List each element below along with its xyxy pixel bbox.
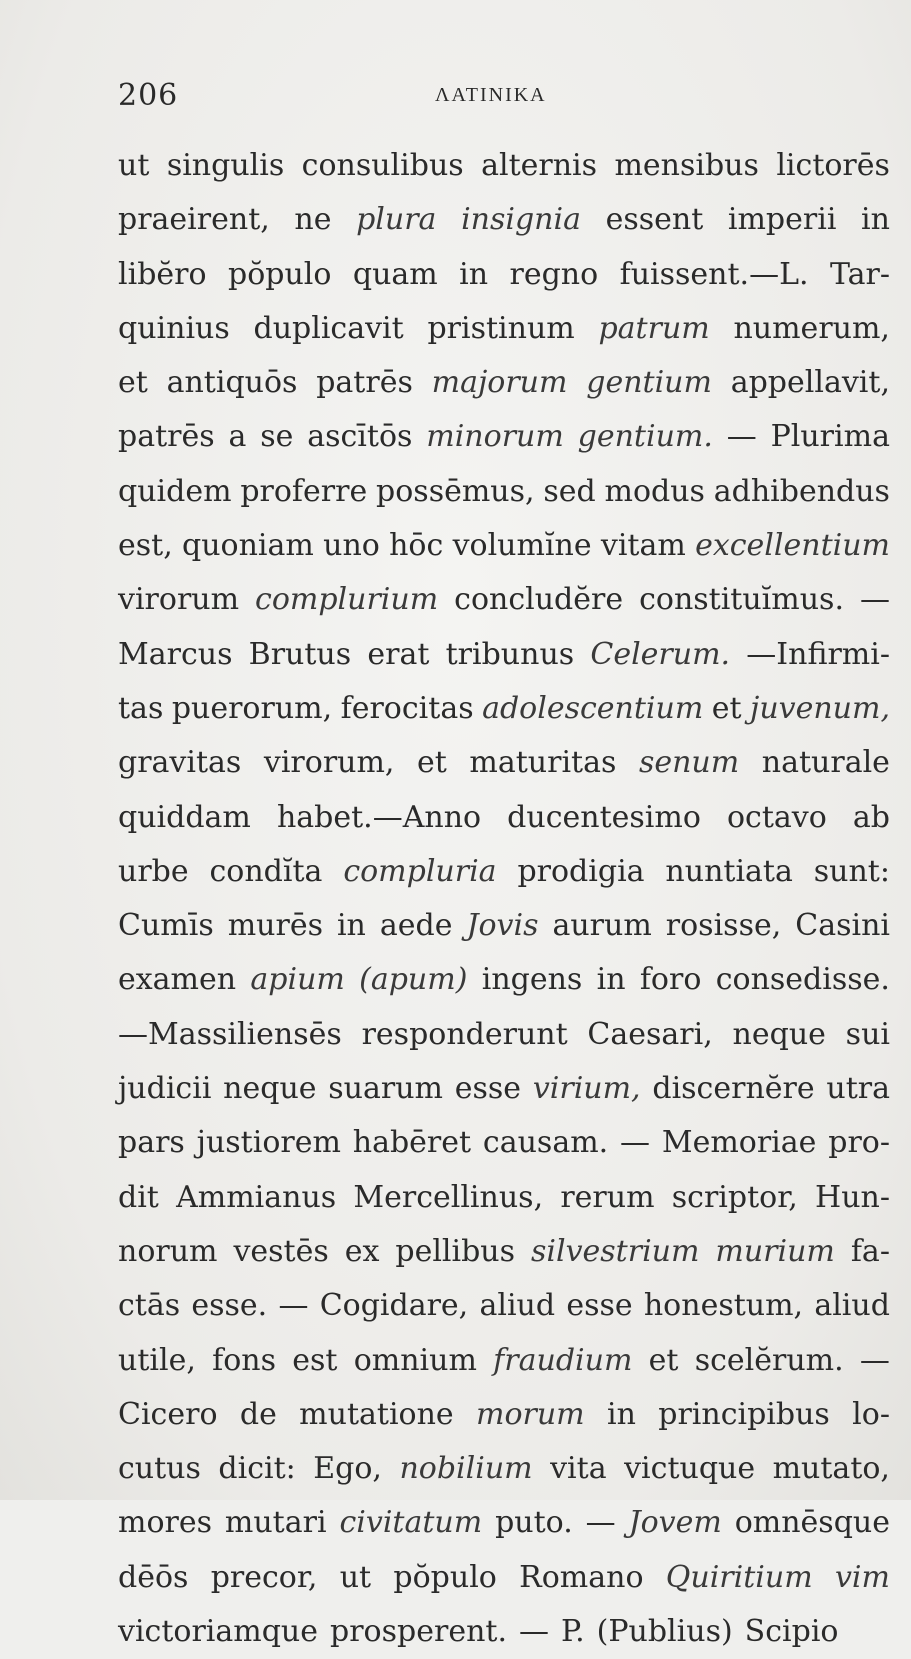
word: — [859,1342,890,1378]
word: ut [118,148,150,183]
word: Scipio [744,1614,839,1650]
word: patrēs [118,419,215,455]
word: virorum [118,582,240,618]
text-line [118,1388,890,1442]
italic-word: excellentium [695,528,890,564]
text-line [118,1605,890,1659]
word: Cogidare, [319,1288,469,1324]
word: naturale [761,745,890,781]
word: aliud [814,1288,890,1324]
word: in [596,962,626,998]
word: mensibus [614,148,759,183]
word: responderunt [361,1016,568,1052]
word: est [292,1342,338,1378]
word: appellavit, [730,365,890,401]
word: victuque [624,1451,756,1487]
word: praeirent, [118,202,270,238]
word: consulibus [301,148,464,183]
word: uno [323,528,380,564]
text-line [118,465,890,519]
text-line [118,302,890,356]
word: rerum [560,1179,655,1215]
word: norum [118,1233,218,1269]
italic-word: apium [250,962,345,998]
italic-word: patrum [598,310,710,346]
italic-word: minorum [426,419,564,455]
word: — [518,1614,549,1650]
word: Cumīs [118,908,214,944]
word: quiddam [118,799,251,835]
word: nuntiata [665,853,793,889]
italic-word: complurium [255,582,439,618]
word: lo- [852,1396,890,1432]
word: aurum [552,908,652,944]
word: constituĭmus. [639,582,844,618]
text-line [118,845,890,899]
word: fuissent.—L. [619,256,809,292]
word: in [459,256,489,292]
word: mutato, [772,1451,890,1487]
word: ducentesimo [507,799,701,835]
word: esse [566,1288,633,1324]
word: pro- [828,1125,890,1161]
italic-word: murium [715,1233,835,1269]
italic-word: Jovis [466,908,539,944]
word: neque [732,1016,826,1052]
word: est, [118,528,173,564]
word: habēret [352,1125,472,1161]
italic-word: Celerum. [590,636,731,672]
word: prodigia [517,853,645,889]
word: numerum, [733,310,890,346]
word: examen [118,962,237,998]
italic-word: civitatum [339,1505,483,1541]
text-line [118,519,890,573]
word: pars [118,1125,185,1161]
word: Casini [795,908,890,944]
word: lictorēs [776,148,890,183]
word: aliud [479,1288,556,1324]
word: prosperent. [330,1614,507,1650]
word: puto. [495,1505,573,1541]
word: puerorum, [171,690,333,726]
word: de [239,1396,277,1432]
word: omnēsque [734,1505,890,1541]
word: tribunus [445,636,575,672]
text-line [118,193,890,247]
word: quam [352,256,438,292]
word: ascītōs [307,419,413,455]
word: vita [550,1451,607,1487]
text-line [118,1116,890,1170]
text-line [118,1008,890,1062]
word: se [260,419,294,455]
word: cutus [118,1451,201,1487]
word: Marcus [118,636,233,672]
word: honestum, [643,1288,804,1324]
word: judicii [118,1071,212,1107]
word: mores [118,1505,212,1541]
italic-word: nobilium [399,1451,533,1487]
word: foro [639,962,702,998]
word: scelĕrum. [694,1342,844,1378]
text-line [118,573,890,627]
word: hōc [389,528,444,564]
word: modus [604,473,705,509]
word: concludĕre [454,582,624,618]
word: victoriamque [118,1614,319,1650]
word: erat [367,636,430,672]
word: quoniam [182,528,314,564]
word: vestēs [233,1233,329,1269]
italic-word: adolescentium [482,690,704,726]
text-line [118,1442,890,1496]
word: pŏpulo [227,256,332,292]
word: P. [560,1614,585,1650]
word: consedisse. [715,962,890,998]
italic-word: silvestrium [530,1233,700,1269]
word: patrēs [316,365,413,401]
word: suarum [328,1071,443,1107]
word: —Infirmi- [746,636,890,672]
word: dit [118,1179,159,1215]
word: scriptor, [671,1179,798,1215]
word: utra [826,1071,890,1107]
word: singulis [166,148,285,183]
word: pŏpulo [393,1559,497,1595]
word: pellibus [395,1233,516,1269]
italic-word: Jovem [628,1505,722,1541]
word: in [606,1396,636,1432]
word: rosisse, [665,908,782,944]
text-line [118,248,890,302]
word: a [228,419,247,455]
word: Memoriae [661,1125,817,1161]
italic-word: plura [356,202,437,238]
word: — [620,1125,651,1161]
word: volumĭne [452,528,592,564]
word: precor, [210,1559,318,1595]
word: Brutus [248,636,352,672]
word: et [417,745,447,781]
word: principibus [658,1396,830,1432]
word: quinius [118,310,230,346]
word: sunt: [813,853,890,889]
word: possēmus, [376,473,535,509]
word: vitam [600,528,686,564]
word: duplicavit [253,310,404,346]
word: dicit: [218,1451,296,1487]
word: Mercellinus, [353,1179,544,1215]
word: causam. [482,1125,609,1161]
italic-word: gentium [586,365,712,401]
italic-word: compluria [343,853,497,889]
text-line [118,1171,890,1225]
text-line [118,953,890,1007]
word: omnium [353,1342,477,1378]
word: neque [223,1071,317,1107]
word: ex [344,1233,380,1269]
word: urbe [118,853,189,889]
word: Ego, [313,1451,382,1487]
word: pristinum [427,310,575,346]
word: et [648,1342,679,1378]
body-text [118,139,890,1659]
word: imperii [727,202,837,238]
text-line [118,736,890,790]
word: (Publius) [596,1614,733,1650]
word: utile, [118,1342,196,1378]
word: Hun- [815,1179,890,1215]
word: ingens [481,962,583,998]
word: et [711,690,742,726]
italic-word: virium, [532,1071,641,1107]
word: proferre [240,473,368,509]
word: habet.—Anno [276,799,482,835]
word: — [278,1288,309,1324]
word: aede [379,908,453,944]
word: — [726,419,757,455]
italic-word: insignia [461,202,581,238]
italic-word: vim [834,1559,890,1595]
italic-word: morum [476,1396,585,1432]
word: justiorem [196,1125,341,1161]
word: antiquōs [166,365,298,401]
word: Tar- [829,256,890,292]
word: virorum, [263,745,395,781]
word: Cicero [118,1396,218,1432]
word: in [336,908,366,944]
word: in [861,202,890,238]
text-line [118,1551,890,1605]
italic-word: (apum) [359,962,468,998]
text-line [118,628,890,682]
word: — [859,582,890,618]
page-header-title: ΛΑΤΙΝΙΚΑ [435,84,547,106]
word: fa- [850,1233,890,1269]
word: Caesari, [587,1016,713,1052]
running-head [118,78,898,118]
text-line [118,139,890,193]
text-line [118,1496,890,1550]
word: dēōs [118,1559,189,1595]
text-line [118,410,890,464]
text-line [118,1334,890,1388]
word: sui [845,1016,890,1052]
text-line [118,791,890,845]
word: regno [509,256,599,292]
word: tas [118,690,164,726]
word: quidem [118,473,232,509]
italic-word: fraudium [493,1342,633,1378]
word: esse. [191,1288,268,1324]
word: mutari [224,1505,327,1541]
word: — [585,1505,616,1541]
page-number: 206 [118,78,179,113]
word: murēs [227,908,323,944]
word: —Massiliensēs [118,1016,342,1052]
italic-word: gentium. [577,419,713,455]
word: libĕro [118,256,207,292]
word: ne [294,202,332,238]
word: sed [543,473,596,509]
word: maturitas [469,745,617,781]
word: fons [212,1342,276,1378]
word: ab [852,799,890,835]
word: condĭta [209,853,323,889]
word: et [118,365,148,401]
word: ferocitas [340,690,474,726]
text-line [118,1279,890,1333]
word: essent [605,202,704,238]
word: gravitas [118,745,242,781]
text-line [118,1225,890,1279]
word: octavo [726,799,827,835]
italic-word: Quiritium [665,1559,813,1595]
word: Ammianus [176,1179,337,1215]
text-line [118,682,890,736]
word: ut [339,1559,372,1595]
text-line [118,356,890,410]
word: Romano [519,1559,644,1595]
text-line [118,1062,890,1116]
word: discernĕre [652,1071,815,1107]
italic-word: senum [638,745,740,781]
word: adhibendus [713,473,890,509]
word: alternis [481,148,598,183]
word: esse [454,1071,522,1107]
text-line [118,899,890,953]
italic-word: juvenum, [750,690,890,726]
italic-word: majorum [431,365,568,401]
word: Plurima [770,419,890,455]
word: mutatione [299,1396,454,1432]
word: ctās [118,1288,181,1324]
